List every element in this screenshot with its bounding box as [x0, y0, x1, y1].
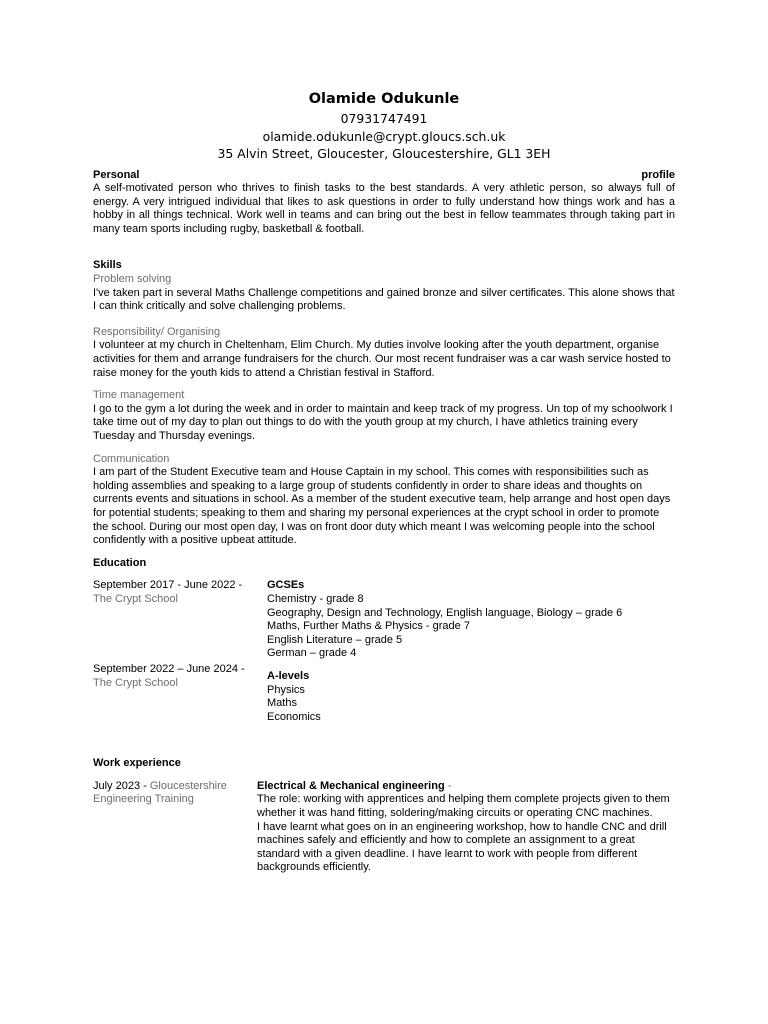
skill-title-time-management: Time management [93, 389, 185, 402]
qualification-title: A-levels [267, 669, 310, 682]
work-entry-left [93, 780, 257, 875]
email-address: olamide.odukunle@crypt.gloucs.sch.uk [262, 128, 506, 144]
education-entry-gcse-right [267, 579, 675, 661]
skill-text-time-management: I go to the gym a lot during the week and in order to maintain and keep track of my progress. Un top of my schoolwork I take time out of my day to plan out things to do with the youth group at my church, I have athletics training every Tuesday and Thursday evenings. [93, 402, 673, 442]
education-entry-gcse [93, 579, 675, 661]
work-date: July 2023 - [93, 779, 147, 792]
education-entry-alevel [93, 663, 675, 724]
role-description: The role: working with apprentices and helping them complete projects given to them whether it was hand fitting, soldering/making circuits or operating CNC machines. [257, 793, 670, 820]
skill-text-communication: I am part of the Student Executive team and House Captain in my school. This comes with responsibilities such as holding assemblies and speaking to a large group of students confidently in order to share ideas and thoughts on currents events and situations in school. As a member of the student executive team, help arrange and host open days for potential students; speaking to them and sharing my personal experiences at the crypt school in order to promote the school. During our most open day, I was on front door duty which meant I was welcoming people into the school confidently with a positive upbeat attitude. [93, 466, 671, 547]
subject-line: Economics [267, 710, 321, 723]
grade-line: English Literature – grade 5 [267, 633, 403, 646]
home-address: 35 Alvin Street, Gloucester, Gloucestershire, GL1 3EH [217, 146, 551, 161]
education-entry-alevel-right [267, 663, 675, 724]
education-entry-alevel-left [93, 663, 267, 724]
education-heading: Education [93, 556, 147, 569]
skill-title-problem-solving: Problem solving [93, 273, 172, 286]
employer-name-line2: Engineering Training [93, 793, 194, 806]
work-experience-heading: Work experience [93, 757, 181, 770]
cv-header [93, 88, 675, 163]
grade-line: Maths, Further Maths & Physics - grade 7 [267, 620, 470, 633]
profile-text: A self-motivated person who thrives to finish tasks to the best standards. A very athletic person, so always full of energy. A very intrigued individual that likes to ask questions in order to fully understand how things work and has a hobby in all things technical. Work well in teams and can bring out the best in fellow teammates through taking part in many team sports including rugby, basketball & football. [93, 182, 675, 235]
work-entry-right [257, 780, 675, 875]
grade-line: German – grade 4 [267, 647, 357, 660]
education-dates: September 2022 – June 2024 - [93, 662, 245, 675]
skill-title-responsibility: Responsibility/ Organising [93, 325, 221, 338]
skill-text-responsibility: I volunteer at my church in Cheltenham, Elim Church. My duties involve looking after the youth department, organise activities for them and arrange fundraisers for the church. Our most recent fundraiser was a car wash service hosted to raise money for the youth kids to attend a Christian festival in Stafford. [93, 339, 671, 379]
education-school: The Crypt School [93, 592, 178, 605]
grade-line: Geography, Design and Technology, English language, Biology – grade 6 [267, 606, 623, 619]
job-title: Electrical & Mechanical engineering [257, 779, 445, 792]
qualification-title: GCSEs [267, 579, 305, 592]
profile-heading-right: profile [641, 168, 675, 181]
subject-line: Physics [267, 683, 305, 696]
skill-title-communication: Communication [93, 452, 170, 465]
learning-description: I have learnt what goes on in an engineering workshop, how to handle CNC and drill machines safely and efficiently and how to complete an assignment to a great standard with a given deadline. I have learnt to work with people from different backgrounds efficiently. [257, 820, 667, 874]
subject-line: Maths [267, 697, 297, 710]
employer-name: Gloucestershire [149, 779, 227, 792]
job-title-suffix: - [447, 779, 452, 792]
cv-document [93, 88, 675, 875]
grade-line: Chemistry - grade 8 [267, 592, 364, 605]
phone-number: 07931747491 [340, 111, 428, 126]
candidate-name: Olamide Odukunle [308, 91, 460, 107]
skill-text-problem-solving: I've taken part in several Maths Challenge competitions and gained bronze and silver certificates. This alone shows that I can think critically and solve challenging problems. [93, 286, 675, 313]
education-dates: September 2017 - June 2022 - [93, 579, 243, 592]
education-school: The Crypt School [93, 676, 178, 689]
work-entry [93, 780, 675, 875]
skills-heading: Skills [93, 259, 122, 272]
profile-heading [93, 169, 675, 183]
profile-heading-left: Personal [93, 168, 140, 181]
education-entry-gcse-left [93, 579, 267, 661]
